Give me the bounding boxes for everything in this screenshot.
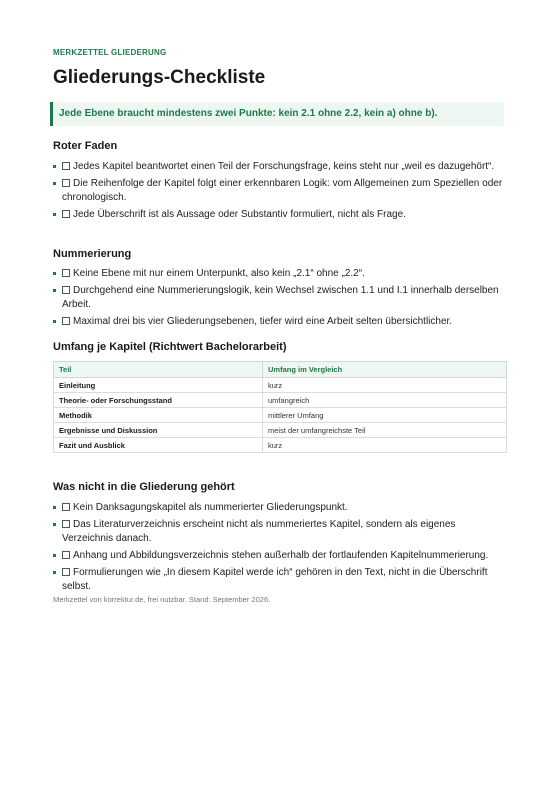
checklist-nicht <box>53 501 507 597</box>
checklist-item <box>53 518 507 546</box>
section-heading-nicht: Was nicht in die Gliederung gehört <box>53 481 235 493</box>
bullet-icon <box>53 272 56 275</box>
table-row <box>54 438 507 453</box>
bullet-icon <box>53 506 56 509</box>
checklist-item <box>53 549 507 563</box>
table-cell-umfang: umfangreich <box>263 393 507 408</box>
table-cell-teil: Fazit und Ausblick <box>54 438 263 453</box>
section-heading-nummerierung: Nummerierung <box>53 248 132 260</box>
table-row <box>54 378 507 393</box>
bullet-icon <box>53 571 56 574</box>
section-heading-roter-faden: Roter Faden <box>53 140 118 152</box>
bullet-icon <box>53 289 56 292</box>
table-cell-umfang: meist der umfangreichste Teil <box>263 423 507 438</box>
checklist-item <box>53 177 507 205</box>
checklist-item <box>53 208 507 222</box>
checklist-item-text: Jedes Kapitel beantwortet einen Teil der Forschungsfrage, keins steht nur „weil es dazugehört“. <box>73 161 495 172</box>
checklist-item-text: Keine Ebene mit nur einem Unterpunkt, also kein „2.1“ ohne „2.2“. <box>73 268 365 279</box>
callout-box: Jede Ebene braucht mindestens zwei Punkte: kein 2.1 ohne 2.2, kein a) ohne b). <box>50 102 504 126</box>
checkbox-icon[interactable] <box>62 162 70 170</box>
checklist-item <box>53 284 507 312</box>
checklist-item <box>53 566 507 594</box>
table-header-teil: Teil <box>54 362 263 378</box>
checklist-item <box>53 501 507 515</box>
table-row <box>54 393 507 408</box>
checklist-item-text: Durchgehend eine Nummerierungslogik, kein Wechsel zwischen 1.1 und I.1 innerhalb derselben Arbeit. <box>62 285 499 310</box>
checklist-item-text: Die Reihenfolge der Kapitel folgt einer erkennbaren Logik: vom Allgemeinen zum Speziellen oder chronologisch. <box>62 178 503 203</box>
checklist-item-text: Formulierungen wie „In diesem Kapitel werde ich“ gehören in den Text, nicht in die Überschrift selbst. <box>62 567 488 592</box>
page-title: Gliederungs-Checkliste <box>53 67 266 88</box>
document-footer: Merkzettel von korrektur.de, frei nutzbar. Stand: September 2026. <box>53 595 271 604</box>
checklist-item <box>53 315 507 329</box>
checklist-item-text: Jede Überschrift ist als Aussage oder Substantiv formuliert, nicht als Frage. <box>73 209 406 220</box>
bullet-icon <box>53 165 56 168</box>
scope-table <box>53 361 507 453</box>
checkbox-icon[interactable] <box>62 520 70 528</box>
checklist-item-text: Das Literaturverzeichnis erscheint nicht als nummeriertes Kapitel, sondern als eigenes Verzeichnis danach. <box>62 519 456 544</box>
checklist-item <box>53 160 507 174</box>
checklist-item <box>53 267 507 281</box>
table-cell-teil: Einleitung <box>54 378 263 393</box>
checklist-nummerierung <box>53 267 507 332</box>
checkbox-icon[interactable] <box>62 179 70 187</box>
table-cell-teil: Methodik <box>54 408 263 423</box>
checklist-roter-faden <box>53 160 507 225</box>
checklist-item-text: Kein Danksagungskapitel als nummerierter Gliederungspunkt. <box>73 502 348 513</box>
table-row <box>54 408 507 423</box>
table-cell-teil: Theorie- oder Forschungsstand <box>54 393 263 408</box>
checklist-item-text: Maximal drei bis vier Gliederungsebenen, tiefer wird eine Arbeit selten übersichtlicher. <box>73 316 453 327</box>
checkbox-icon[interactable] <box>62 317 70 325</box>
table-header-umfang: Umfang im Vergleich <box>263 362 507 378</box>
checkbox-icon[interactable] <box>62 568 70 576</box>
table-cell-umfang: kurz <box>263 438 507 453</box>
checkbox-icon[interactable] <box>62 210 70 218</box>
checkbox-icon[interactable] <box>62 503 70 511</box>
bullet-icon <box>53 213 56 216</box>
table-header-row <box>54 362 507 378</box>
table-cell-umfang: mittlerer Umfang <box>263 408 507 423</box>
checklist-item-text: Anhang und Abbildungsverzeichnis stehen außerhalb der fortlaufenden Kapitelnummerierung. <box>73 550 489 561</box>
document-eyebrow: MERKZETTEL GLIEDERUNG <box>53 48 167 57</box>
checkbox-icon[interactable] <box>62 551 70 559</box>
checkbox-icon[interactable] <box>62 269 70 277</box>
table-cell-umfang: kurz <box>263 378 507 393</box>
table-cell-teil: Ergebnisse und Diskussion <box>54 423 263 438</box>
checkbox-icon[interactable] <box>62 286 70 294</box>
bullet-icon <box>53 182 56 185</box>
section-heading-umfang: Umfang je Kapitel (Richtwert Bachelorarbeit) <box>53 341 287 353</box>
bullet-icon <box>53 523 56 526</box>
bullet-icon <box>53 554 56 557</box>
bullet-icon <box>53 320 56 323</box>
table-row <box>54 423 507 438</box>
